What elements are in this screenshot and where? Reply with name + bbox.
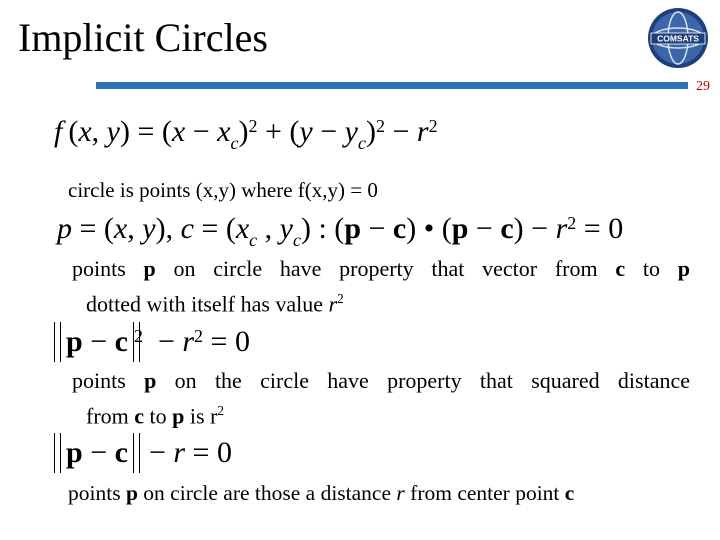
- paragraph-squared-distance: points p on the circle have property that squared distance: [72, 368, 690, 393]
- paragraph-circle-definition: circle is points (x,y) where f(x,y) = 0: [68, 178, 378, 202]
- svg-text:COMSATS: COMSATS: [657, 33, 699, 44]
- title-rule: [96, 82, 688, 89]
- equation-implicit-function: f (x, $y) = (x - x_c)^2 + (y - y_c)^2 - r^2$: [54, 115, 438, 153]
- equation-norm-squared: p − c $^2 - r^2 = 0$: [60, 320, 250, 364]
- paragraph-distance-definition: points p on circle are those a distance r from center point c: [68, 481, 575, 505]
- equation-norm-distance: p − c − r = 0: [60, 431, 232, 475]
- paragraph-squared-distance-line2: from c to p is $r^2$: [86, 403, 224, 429]
- comsats-logo: [647, 7, 709, 69]
- page-number: 29: [696, 79, 710, 94]
- paragraph-vector-property-line2: dotted with itself has value $r^2$: [86, 291, 344, 317]
- slide-title: Implicit Circles: [18, 15, 268, 60]
- equation-dot-product: p = (x, y), $c = (x_c$ , $y_c$) : (p − c) • $(p - c) - r^2 = 0$: [57, 212, 624, 250]
- paragraph-vector-property: points p on circle have property that vector from c to p: [72, 256, 690, 281]
